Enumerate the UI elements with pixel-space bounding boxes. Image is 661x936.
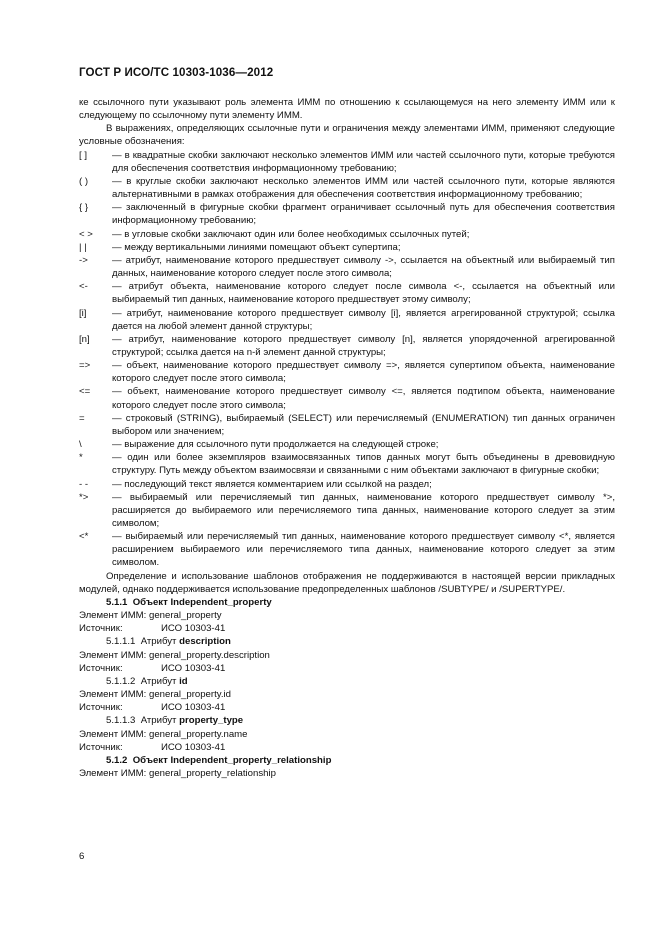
notation-entry bbox=[79, 241, 615, 254]
notation-symbol: { } bbox=[79, 202, 89, 214]
element-row bbox=[79, 728, 615, 741]
source-value: ИСО 10303-41 bbox=[161, 702, 226, 714]
section-number: 5.1.1 bbox=[106, 596, 128, 608]
notation-symbol: -> bbox=[79, 254, 88, 266]
notation-entry bbox=[79, 333, 615, 359]
element-value: general_property.description bbox=[149, 649, 270, 661]
section-name: Independent_property bbox=[170, 596, 272, 608]
notation-symbol: [n] bbox=[79, 333, 90, 345]
section-heading-5-1-1-2 bbox=[79, 675, 615, 688]
section-name: Independent_property_relationship bbox=[170, 754, 332, 766]
notation-symbol: | | bbox=[79, 241, 87, 253]
section-heading-5-1-1-3 bbox=[79, 714, 615, 727]
notation-entry bbox=[79, 280, 615, 306]
notation-text: — атрибут, наименование которого предшествует символу [n], является упорядоченной агрегированной структурой; ссылка дается на n-й элемент данной структуры; bbox=[112, 333, 615, 358]
notation-entry bbox=[79, 228, 615, 241]
section-prefix: Объект bbox=[132, 754, 168, 766]
section-prefix: Атрибут bbox=[140, 636, 177, 648]
section-name: property_type bbox=[179, 715, 244, 727]
section-name: id bbox=[179, 675, 188, 687]
element-row bbox=[79, 767, 615, 780]
source-value: ИСО 10303-41 bbox=[161, 662, 226, 674]
body-text bbox=[79, 96, 615, 780]
section-number: 5.1.1.3 bbox=[106, 715, 136, 727]
source-label: Источник: bbox=[79, 702, 123, 714]
notation-entry bbox=[79, 307, 615, 333]
section-prefix: Атрибут bbox=[140, 715, 177, 727]
page-number: 6 bbox=[79, 851, 85, 862]
section-heading-5-1-1 bbox=[79, 596, 615, 609]
notation-entry bbox=[79, 530, 615, 569]
source-label: Источник: bbox=[79, 623, 123, 635]
section-prefix: Объект bbox=[132, 596, 168, 608]
notation-symbol: [i] bbox=[79, 307, 87, 319]
notation-entry bbox=[79, 491, 615, 530]
source-label: Источник: bbox=[79, 662, 123, 674]
notation-entry bbox=[79, 412, 615, 438]
element-label: Элемент ИММ: bbox=[79, 767, 147, 779]
source-row bbox=[79, 741, 615, 754]
section-number: 5.1.2 bbox=[106, 754, 128, 766]
paragraph-notation-intro: В выражениях, определяющих ссылочные пути и ограничения между элементами ИММ, применяют следующие условные обозначения: bbox=[79, 123, 615, 148]
notation-entry bbox=[79, 254, 615, 280]
source-row bbox=[79, 622, 615, 635]
notation-text: — в угловые скобки заключают один или более необходимых ссылочных путей; bbox=[112, 228, 470, 240]
notation-symbol: < > bbox=[79, 228, 93, 240]
notation-symbol: ( ) bbox=[79, 175, 89, 187]
section-number: 5.1.1.1 bbox=[106, 636, 136, 648]
source-value: ИСО 10303-41 bbox=[161, 741, 226, 753]
notation-entry bbox=[79, 451, 615, 477]
notation-symbol: <* bbox=[79, 531, 89, 543]
source-row bbox=[79, 701, 615, 714]
notation-text: — выражение для ссылочного пути продолжается на следующей строке; bbox=[112, 439, 439, 451]
notation-symbol: <- bbox=[79, 281, 88, 293]
element-row bbox=[79, 649, 615, 662]
element-label: Элемент ИММ: bbox=[79, 728, 147, 740]
notation-symbol: [ ] bbox=[79, 149, 87, 161]
section-heading-5-1-2 bbox=[79, 754, 615, 767]
notation-text: — атрибут, наименование которого предшествует символу ->, ссылается на объектный или выбираемый тип данных, наименование которого следует после этого символа; bbox=[112, 254, 615, 280]
notation-entry bbox=[79, 385, 615, 411]
notation-text: — атрибут, наименование которого предшествует символу [i], является агрегированной структурой; ссылка дается на любой элемент данной структуры; bbox=[112, 307, 615, 332]
notation-text: — в круглые скобки заключают несколько элементов ИММ или частей ссылочного пути, которые являются альтернативными в рамках отображения для обеспечения соответствия информационному требованию; bbox=[112, 175, 615, 201]
notation-entry bbox=[79, 201, 615, 227]
notation-text: — объект, наименование которого предшествует символу =>, является супертипом объекта, наименование которого следует после этого символа; bbox=[112, 360, 615, 385]
notation-symbol: = bbox=[79, 412, 85, 424]
section-prefix: Атрибут bbox=[140, 675, 177, 687]
notation-entry bbox=[79, 438, 615, 451]
notation-text: — выбираемый или перечисляемый тип данных, наименование которого предшествует символу *>, расширяется до выбираемого или перечисляемого типа данных, наименование которого следует за этим символом; bbox=[112, 491, 615, 529]
source-value: ИСО 10303-41 bbox=[161, 623, 226, 635]
notation-text: — между вертикальными линиями помещают объект супертипа; bbox=[112, 241, 401, 253]
element-row bbox=[79, 609, 615, 622]
element-label: Элемент ИММ: bbox=[79, 689, 147, 701]
element-value: general_property.name bbox=[149, 728, 248, 740]
notation-entry bbox=[79, 149, 615, 175]
notation-entry bbox=[79, 478, 615, 491]
notation-text: — объект, наименование которого предшествует символу <=, является подтипом объекта, наименование которого следует после этого символа; bbox=[112, 386, 615, 411]
element-label: Элемент ИММ: bbox=[79, 649, 147, 661]
element-value: general_property bbox=[149, 610, 222, 622]
notation-symbol: <= bbox=[79, 386, 91, 398]
element-row bbox=[79, 688, 615, 701]
section-name: description bbox=[179, 636, 231, 648]
notation-entry bbox=[79, 359, 615, 385]
paragraph-templates: Определение и использование шаблонов отображения не поддерживаются в настоящей версии прикладных модулей, однако поддерживается использование предопределенных шаблонов /SUBTYPE/ и /SUPERTYPE/. bbox=[79, 570, 615, 595]
notation-symbol: => bbox=[79, 360, 91, 372]
section-number: 5.1.1.2 bbox=[106, 675, 136, 687]
notation-symbol: \ bbox=[79, 439, 82, 451]
notation-symbol: * bbox=[79, 452, 83, 464]
notation-text: — в квадратные скобки заключают несколько элементов ИММ или частей ссылочного пути, которые требуются для обеспечения соответствия информационному требованию; bbox=[112, 149, 615, 174]
source-label: Источник: bbox=[79, 741, 123, 753]
section-heading-5-1-1-1 bbox=[79, 635, 615, 648]
paragraph-continuation: ке ссылочного пути указывают роль элемента ИММ по отношению к ссылающемуся на него элементу ИММ или к следующему по ссылочному пути элементу ИММ. bbox=[79, 97, 615, 122]
notation-symbol: - - bbox=[79, 478, 89, 490]
element-value: general_property.id bbox=[149, 689, 231, 701]
element-value: general_property_relationship bbox=[149, 767, 276, 779]
notation-text: — атрибут объекта, наименование которого следует после символа <-, ссылается на объектный или выбираемый тип данных, наименование которого предшествует этому символу; bbox=[112, 281, 615, 306]
notation-text: — строковый (STRING), выбираемый (SELECT) или перечисляемый (ENUMERATION) тип данных ограничен выбором или значением; bbox=[112, 412, 615, 437]
notation-list bbox=[79, 149, 615, 570]
notation-symbol: *> bbox=[79, 491, 89, 503]
notation-text: — выбираемый или перечисляемый тип данных, наименование которого предшествует символу <*, является расширением выбираемого или перечисляемого типа данных, наименование которого следует за этим символом. bbox=[112, 531, 615, 569]
notation-text: — последующий текст является комментарием или ссылкой на раздел; bbox=[112, 478, 432, 490]
source-row bbox=[79, 662, 615, 675]
element-label: Элемент ИММ: bbox=[79, 610, 147, 622]
notation-text: — заключенный в фигурные скобки фрагмент ограничивает ссылочный путь для обеспечения соответствия информационному требованию; bbox=[112, 202, 615, 227]
notation-entry bbox=[79, 175, 615, 201]
notation-text: — один или более экземпляров взаимосвязанных типов данных могут быть объединены в древовидную структуру. Путь между объектом взаимосвязи и связанными с ним объектами заключают в фигурные скобки; bbox=[112, 452, 615, 477]
document-header: ГОСТ Р ИСО/ТС 10303-1036—2012 bbox=[79, 66, 274, 79]
